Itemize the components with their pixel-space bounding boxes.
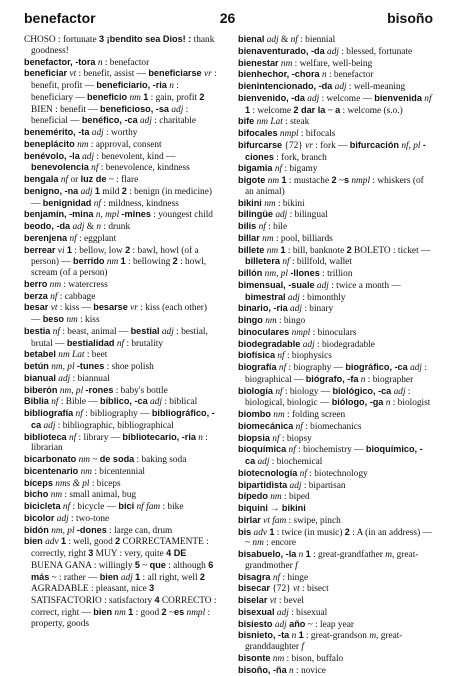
dictionary-entry: biombo nm : folding screen: [238, 409, 432, 421]
dictionary-entry: bimensual, -suale adj : twice a month — bimestral adj : bimonthly: [238, 280, 432, 304]
dictionary-entry: bicentenario nm : bicentennial: [24, 466, 218, 478]
dictionary-entry: biselar vt : bevel: [238, 595, 432, 607]
dictionary-column-left: [24, 34, 218, 629]
dictionary-entry: bianual adj : biannual: [24, 373, 218, 385]
dictionary-entry: benemérito, -ta adj : worthy: [24, 127, 218, 139]
dictionary-entry: biografía nf : biography — biográfico, -ca adj : biographical — biógrafo, -fa n : biographer: [238, 362, 432, 386]
dictionary-entry: binoculares nmpl : binoculars: [238, 327, 432, 339]
header-first-guideword: benefactor: [24, 10, 96, 26]
dictionary-entry: biofísica nf : biophysics: [238, 350, 432, 362]
dictionary-entry: bienal adj & nf : biennial: [238, 34, 432, 46]
dictionary-entry: bípedo nm : biped: [238, 491, 432, 503]
dictionary-entry: bisiesto adj año ~ : leap year: [238, 619, 432, 631]
dictionary-entry: biotecnología nf : biotechnology: [238, 468, 432, 480]
dictionary-entry: bien adv 1 : well, good 2 CORRECTAMENTE : correctly, right 3 MUY : very, quite 4 DE BUENA GANA : willingly 5 ~ que : although 6 más ~ : rather — bien adj 1 : all right, well 2 AGRADABLE : pleasant, nice 3 SATISFACTORIO : satisfactory 4 CORRECTO : correct, right — bien nm 1 : good 2 ~es nmpl : property, goods: [24, 536, 218, 629]
dictionary-entry: billar nm : pool, billiards: [238, 233, 432, 245]
dictionary-entry: binario, -ria adj : binary: [238, 303, 432, 315]
dictionary-entry: biomecánica nf : biomechanics: [238, 421, 432, 433]
dictionary-entry: betabel nm Lat : beet: [24, 349, 218, 361]
dictionary-entry: bibliografía nf : bibliography — bibliográfico, -ca adj : bibliographic, bibliographical: [24, 408, 218, 432]
dictionary-entry: bisecar {72} vt : bisect: [238, 583, 432, 595]
dictionary-entry: berrear vi 1 : bellow, low 2 : bawl, howl (of a person) — berrido nm 1 : bellowing 2 : howl, scream (of a person): [24, 245, 218, 279]
dictionary-entry: bife nm Lat : steak: [238, 116, 432, 128]
dictionary-entry: bisagra nf : hinge: [238, 572, 432, 584]
dictionary-entry: bikini nm : bikini: [238, 198, 432, 210]
dictionary-entry: biología nf : biology — biológico, -ca adj : biological, biologic — biólogo, -ga n : biologist: [238, 386, 432, 410]
dictionary-entry: bienintencionado, -da adj : well-meaning: [238, 81, 432, 93]
dictionary-entry: biopsia nf : biopsy: [238, 433, 432, 445]
dictionary-entry: bienaventurado, -da adj : blessed, fortunate: [238, 46, 432, 58]
dictionary-entry: benigno, -na adj 1 mild 2 : benign (in medicine) — benignidad nf : mildness, kindness: [24, 186, 218, 210]
dictionary-entry: bioquímica nf : biochemistry — bioquímico, -ca adj : biochemical: [238, 444, 432, 468]
dictionary-entry: billón nm, pl -llones : trillion: [238, 268, 432, 280]
dictionary-entry: bis adv 1 : twice (in music) 2 : A (in an address) — ~ nm : encore: [238, 527, 432, 550]
page-number: 26: [0, 10, 455, 26]
dictionary-entry: bipartidista adj : bipartisan: [238, 480, 432, 492]
dictionary-entry: bicolor adj : two-tone: [24, 513, 218, 525]
dictionary-entry: bicicleta nf : bicycle — bici nf fam : bike: [24, 501, 218, 513]
dictionary-entry: bienhechor, -chora n : benefactor: [238, 69, 432, 81]
dictionary-entry: bilis nf : bile: [238, 221, 432, 233]
dictionary-column-right: [238, 34, 432, 676]
dictionary-entry: bilingüe adj : bilingual: [238, 209, 432, 221]
dictionary-entry: beneplácito nm : approval, consent: [24, 139, 218, 151]
dictionary-entry: berza nf : cabbage: [24, 291, 218, 303]
dictionary-entry: biodegradable adj : biodegradable: [238, 339, 432, 351]
dictionary-entry: bisabuelo, -la n 1 : great-grandfather m, great-grandmother f: [238, 549, 432, 572]
dictionary-entry: biberón nm, pl -rones : baby's bottle: [24, 385, 218, 397]
dictionary-entry: bíceps nms & pl : biceps: [24, 478, 218, 490]
dictionary-entry: biblioteca nf : library — bibliotecario, -ria n : librarian: [24, 432, 218, 455]
dictionary-entry: beodo, -da adj & n : drunk: [24, 221, 218, 233]
dictionary-entry: berenjena nf : eggplant: [24, 233, 218, 245]
dictionary-entry: bigote nm 1 : mustache 2 ~s nmpl : whiskers (of an animal): [238, 175, 432, 198]
dictionary-entry: Biblia nf : Bible — bíblico, -ca adj : biblical: [24, 396, 218, 408]
dictionary-entry: bisnieto, -ta n 1 : great-grandson m, great-granddaughter f: [238, 630, 432, 653]
dictionary-entry: bienvenido, -da adj : welcome — bienvenida nf 1 : welcome 2 dar la ~ a : welcome (s.o.): [238, 93, 432, 117]
dictionary-entry: besar vt : kiss — besarse vr : kiss (each other) — beso nm : kiss: [24, 302, 218, 326]
dictionary-entry: bifocales nmpl : bifocals: [238, 128, 432, 140]
page-header: [0, 10, 455, 28]
dictionary-entry: billete nm 1 : bill, banknote 2 BOLETO : ticket — billetera nf : billfold, wallet: [238, 245, 432, 269]
dictionary-entry: bengala nf or luz de ~ : flare: [24, 174, 218, 186]
dictionary-entry: beneficiar vt : benefit, assist — beneficiarse vr : benefit, profit — beneficiario, -ria n : beneficiary — beneficio nm 1 : gain, profit 2 BIEN : benefit — beneficioso, -sa adj : beneficial — benéfico, -ca adj : charitable: [24, 68, 218, 127]
dictionary-entry: bicarbonato nm ~ de soda : baking soda: [24, 454, 218, 466]
dictionary-entry: betún nm, pl -tunes : shoe polish: [24, 361, 218, 373]
dictionary-entry: bisoño, -ña n : novice: [238, 665, 432, 676]
dictionary-entry: bidón nm, pl -dones : large can, drum: [24, 525, 218, 537]
dictionary-entry: benjamín, -mina n, mpl -mines : youngest child: [24, 209, 218, 221]
dictionary-entry: biquini → bikini: [238, 503, 432, 515]
dictionary-entry: bisonte nm : bison, buffalo: [238, 653, 432, 665]
dictionary-entry: berro nm : watercress: [24, 279, 218, 291]
dictionary-entry: benefactor, -tora n : benefactor: [24, 57, 218, 69]
dictionary-entry: CHOSO : fortunate 3 ¡bendito sea Dios! : thank goodness!: [24, 34, 218, 57]
header-last-guideword: bisoño: [387, 10, 433, 26]
dictionary-entry: bingo nm : bingo: [238, 315, 432, 327]
dictionary-entry: bisexual adj : bisexual: [238, 607, 432, 619]
dictionary-entry: bifurcarse {72} vr : fork — bifurcación nf, pl -ciones : fork, branch: [238, 140, 432, 164]
dictionary-entry: bigamia nf : bigamy: [238, 163, 432, 175]
dictionary-entry: bicho nm : small animal, bug: [24, 489, 218, 501]
dictionary-entry: bestia nf : beast, animal — bestial adj : bestial, brutal — bestialidad nf : brutality: [24, 326, 218, 350]
dictionary-entry: birlar vt fam : swipe, pinch: [238, 515, 432, 527]
dictionary-entry: benévolo, -la adj : benevolent, kind — benevolencia nf : benevolence, kindness: [24, 151, 218, 175]
dictionary-entry: bienestar nm : welfare, well-being: [238, 58, 432, 70]
